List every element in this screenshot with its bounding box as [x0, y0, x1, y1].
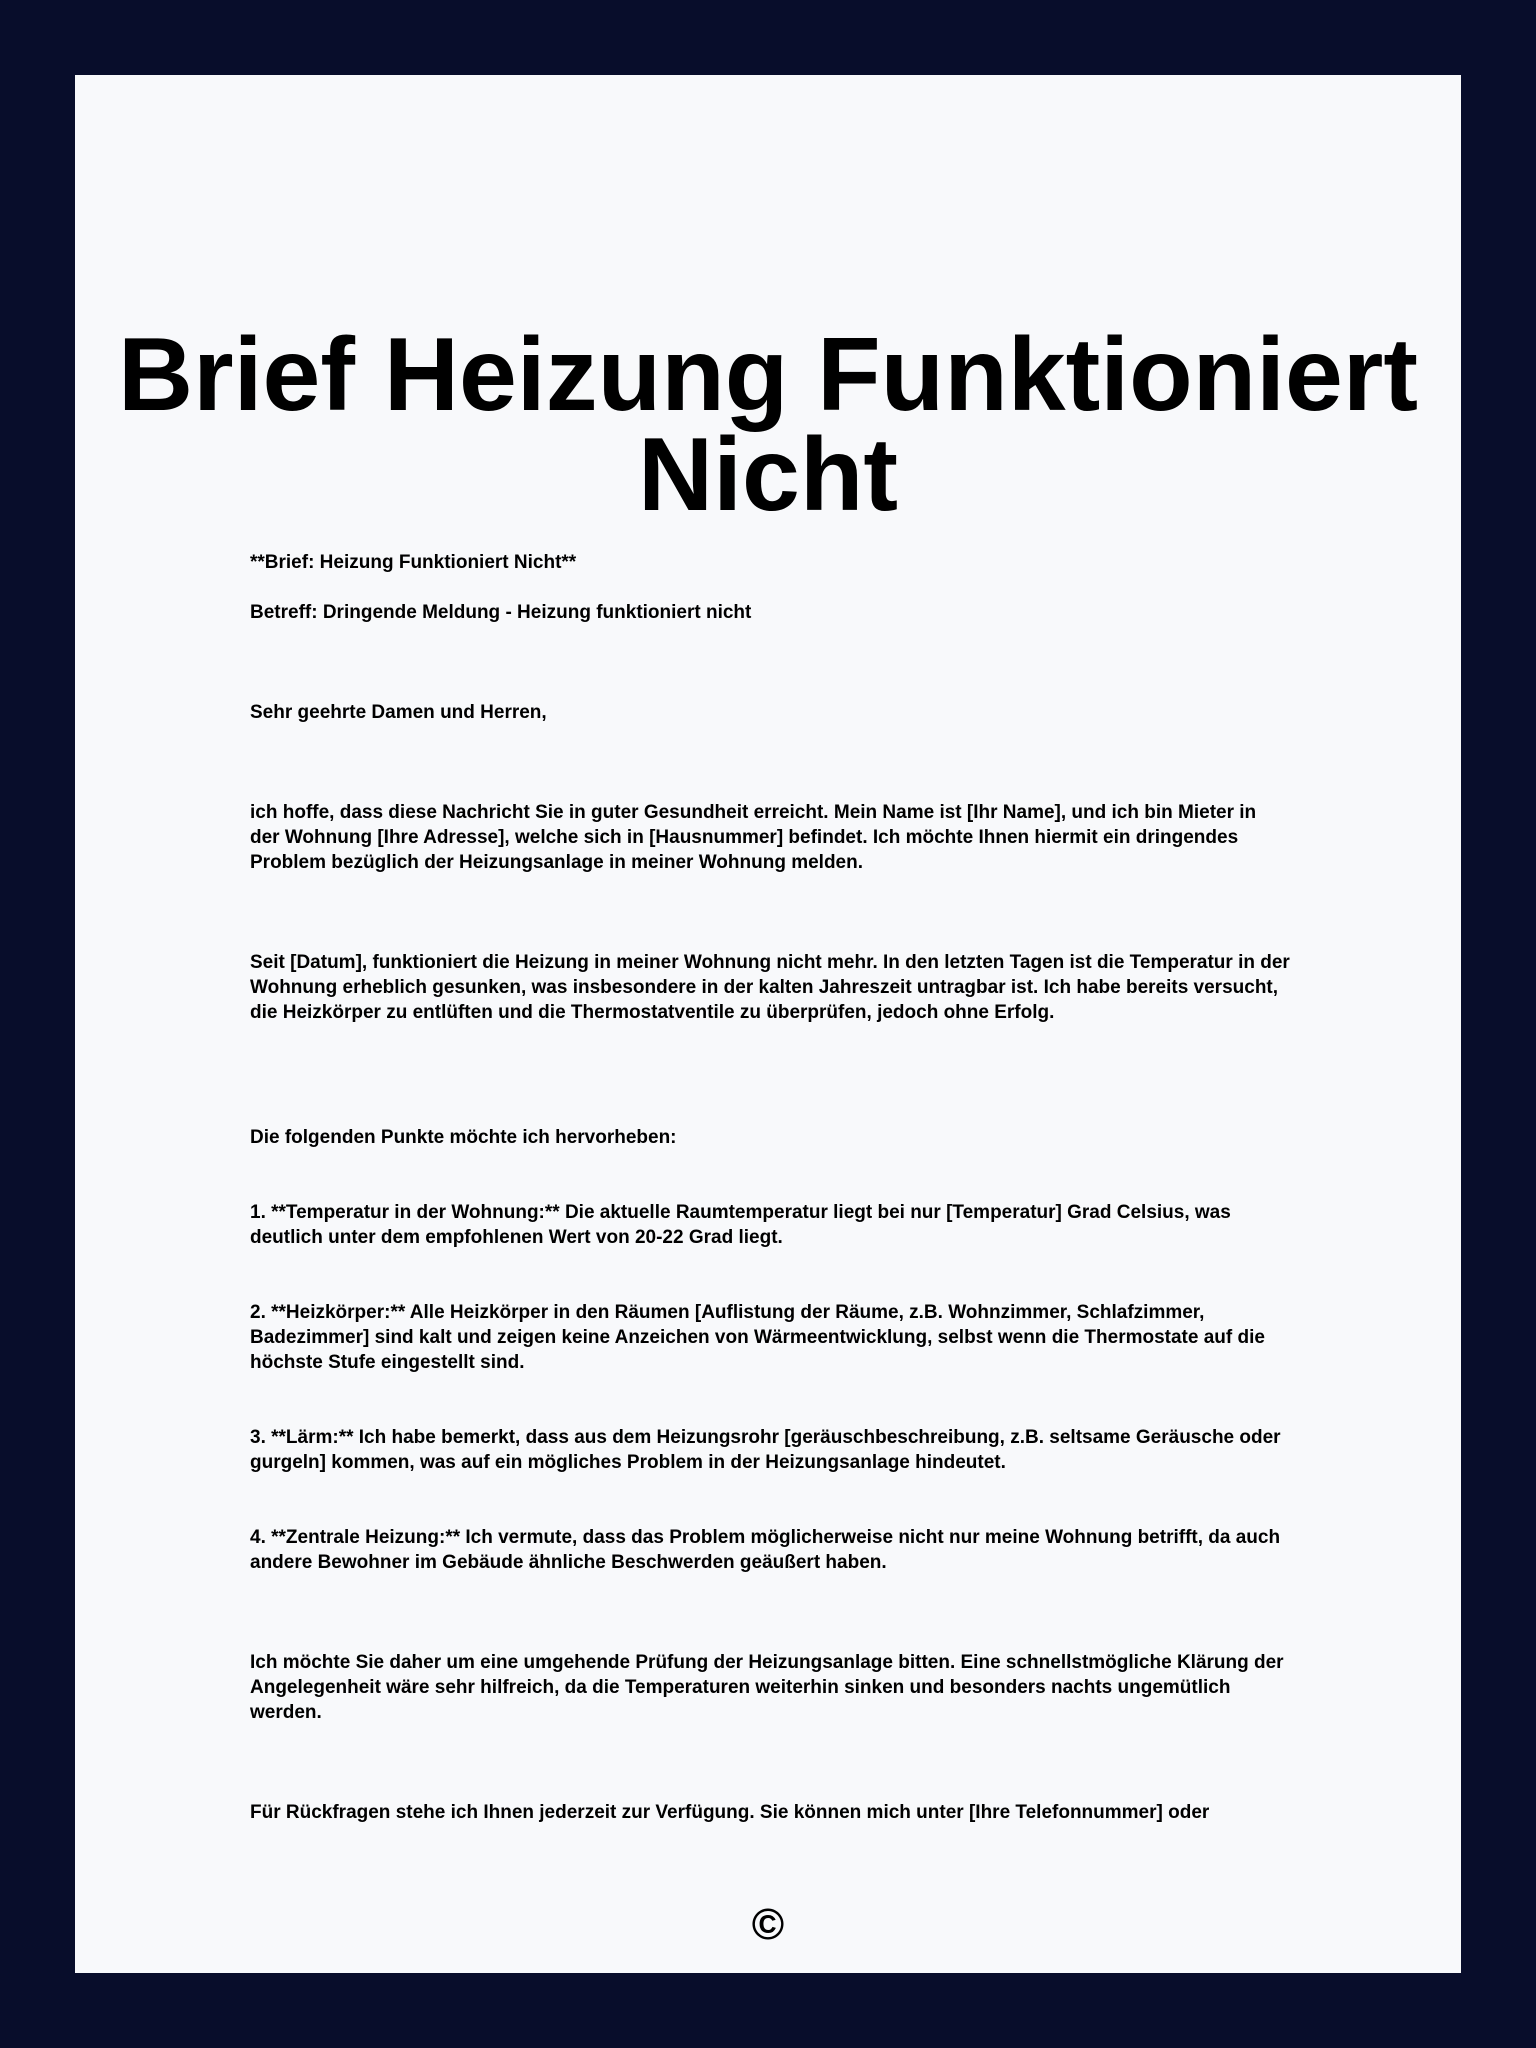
- paragraph-request: Ich möchte Sie daher um eine umgehende Prüfung der Heizungsanlage bitten. Eine schnellstmögliche Klärung der Angelegenheit wäre sehr hilfreich, da die Temperaturen weiterhin sinken und besonders nachts ungemütlich werden.: [250, 1652, 1289, 1723]
- point-2: 2. **Heizkörper:** Alle Heizkörper in den Räumen [Auflistung der Räume, z.B. Wohnzimmer, Schlafzimmer, Badezimmer] sind kalt und zeigen keine Anzeichen von Wärmeentwicklung, selbst wenn die Thermostate auf die höchste Stufe eingestellt sind.: [250, 1302, 1271, 1373]
- paragraph-intro: ich hoffe, dass diese Nachricht Sie in guter Gesundheit erreicht. Mein Name ist [Ihr Name], und ich bin Mieter in der Wohnung [Ihre Adresse], welche sich in [Hausnummer] befindet. Ich möchte Ihnen hiermit ein dringendes Problem bezüglich der Heizungsanlage in meiner Wohnung melden.: [250, 802, 1262, 873]
- page-title: Brief Heizung Funktioniert Nicht: [118, 317, 1418, 533]
- document-page: [75, 75, 1461, 1973]
- point-1: 1. **Temperatur in der Wohnung:** Die aktuelle Raumtemperatur liegt bei nur [Temperatur] Grad Celsius, was deutlich unter dem empfohlenen Wert von 20-22 Grad liegt.: [250, 1202, 1237, 1248]
- paragraph-problem: Seit [Datum], funktioniert die Heizung in meiner Wohnung nicht mehr. In den letzten Tagen ist die Temperatur in der Wohnung erheblich gesunken, was insbesondere in der kalten Jahreszeit untragbar ist. Ich habe bereits versucht, die Heizkörper zu entlüften und die Thermostatventile zu überprüfen, jedoch ohne Erfolg.: [250, 952, 1296, 1023]
- point-3: 3. **Lärm:** Ich habe bemerkt, dass aus dem Heizungsrohr [geräuschbeschreibung, z.B. seltsame Geräusche oder gurgeln] kommen, was auf ein mögliches Problem in der Heizungsanlage hindeutet.: [250, 1427, 1286, 1473]
- paragraph-contact: Für Rückfragen stehe ich Ihnen jederzeit zur Verfügung. Sie können mich unter [Ihre Telefonnummer] oder: [250, 1802, 1210, 1823]
- letter-heading: **Brief: Heizung Funktioniert Nicht**: [250, 552, 577, 573]
- salutation: Sehr geehrte Damen und Herren,: [250, 702, 547, 723]
- points-intro: Die folgenden Punkte möchte ich hervorheben:: [250, 1127, 677, 1148]
- copyright-icon: ©: [751, 1900, 785, 1949]
- subject-line: Betreff: Dringende Meldung - Heizung funktioniert nicht: [250, 602, 752, 623]
- point-4: 4. **Zentrale Heizung:** Ich vermute, dass das Problem möglicherweise nicht nur meine Wohnung betrifft, da auch andere Bewohner im Gebäude ähnliche Beschwerden geäußert haben.: [250, 1527, 1286, 1573]
